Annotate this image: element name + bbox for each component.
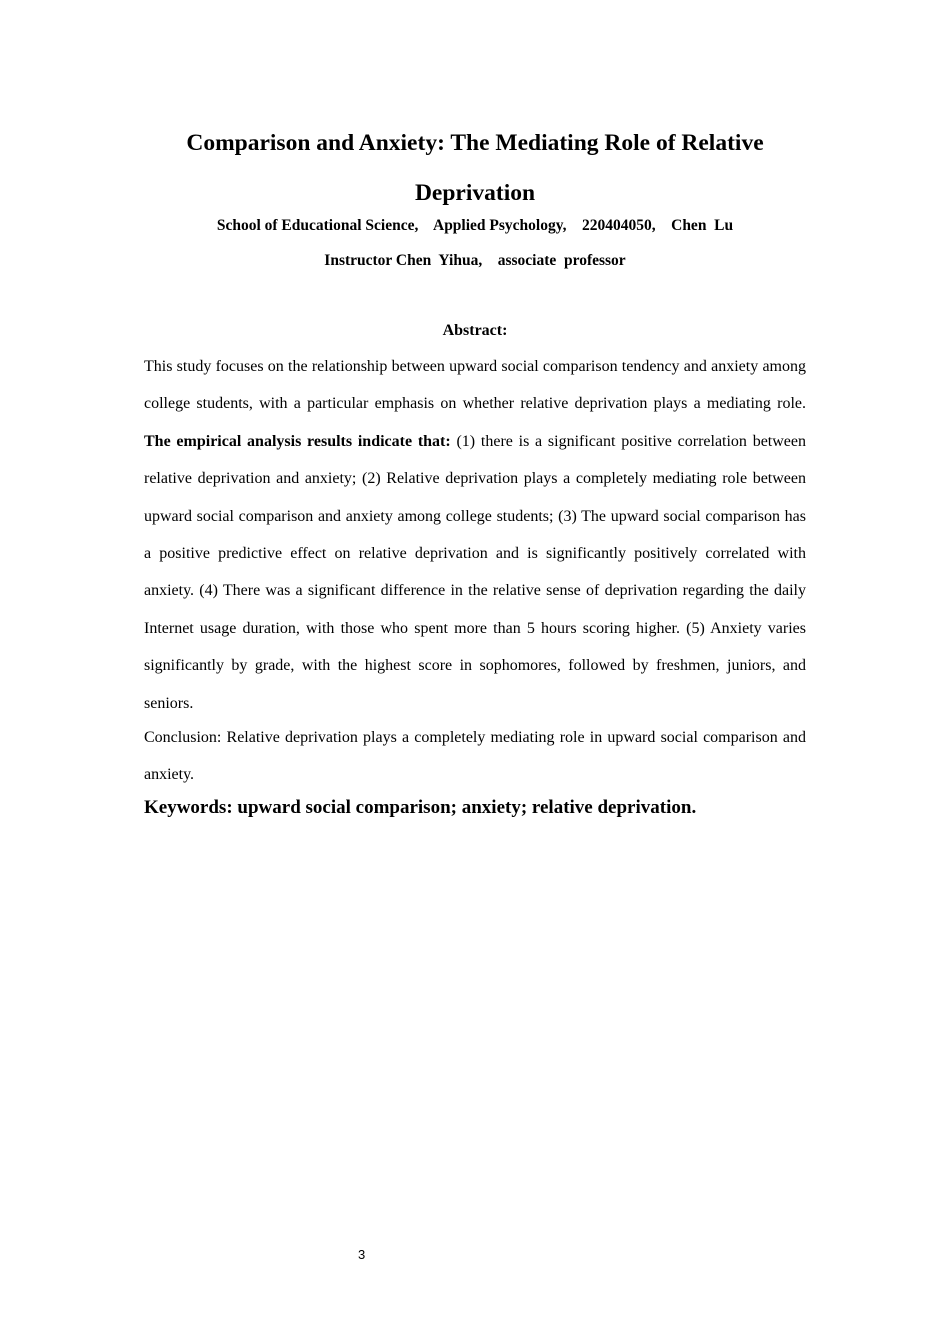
conclusion-paragraph: Conclusion: Relative deprivation plays a completely mediating role in upward social comparison and anxiety. [144, 729, 806, 784]
abstract-results-lead: The empirical analysis results indicate that: [144, 432, 451, 450]
abstract-intro: This study focuses on the relationship between upward social comparison tendency and anxiety among college students, with a particular emphasis on whether relative deprivation plays a mediating role. [144, 358, 806, 413]
document-title: Comparison and Anxiety: The Mediating Role of Relative Deprivation [186, 130, 764, 206]
abstract-results: (1) there is a significant positive correlation between relative deprivation and anxiety; (2) Relative deprivation plays a completely mediating role between upward social comparison and anxiety among college students; (3) The upward social comparison has a positive predictive effect on relative deprivation and is significantly positively correlated with anxiety. (4) There was a significant difference in the relative sense of deprivation regarding the daily Internet usage duration, with those who spent more than 5 hours scoring higher. (5) Anxiety varies significantly by grade, with the highest score in sophomores, followed by freshmen, juniors, and seniors. [144, 432, 806, 712]
author-info: School of Educational Science, Applied Psychology, 220404050, Chen Lu [216, 217, 734, 234]
instructor-info: Instructor Chen Yihua, associate professor [324, 252, 626, 269]
abstract-heading: Abstract: [442, 322, 508, 339]
keywords: Keywords: upward social comparison; anxiety; relative deprivation. [144, 797, 697, 818]
abstract-body [144, 348, 806, 722]
page-number: 3 [358, 1247, 366, 1262]
